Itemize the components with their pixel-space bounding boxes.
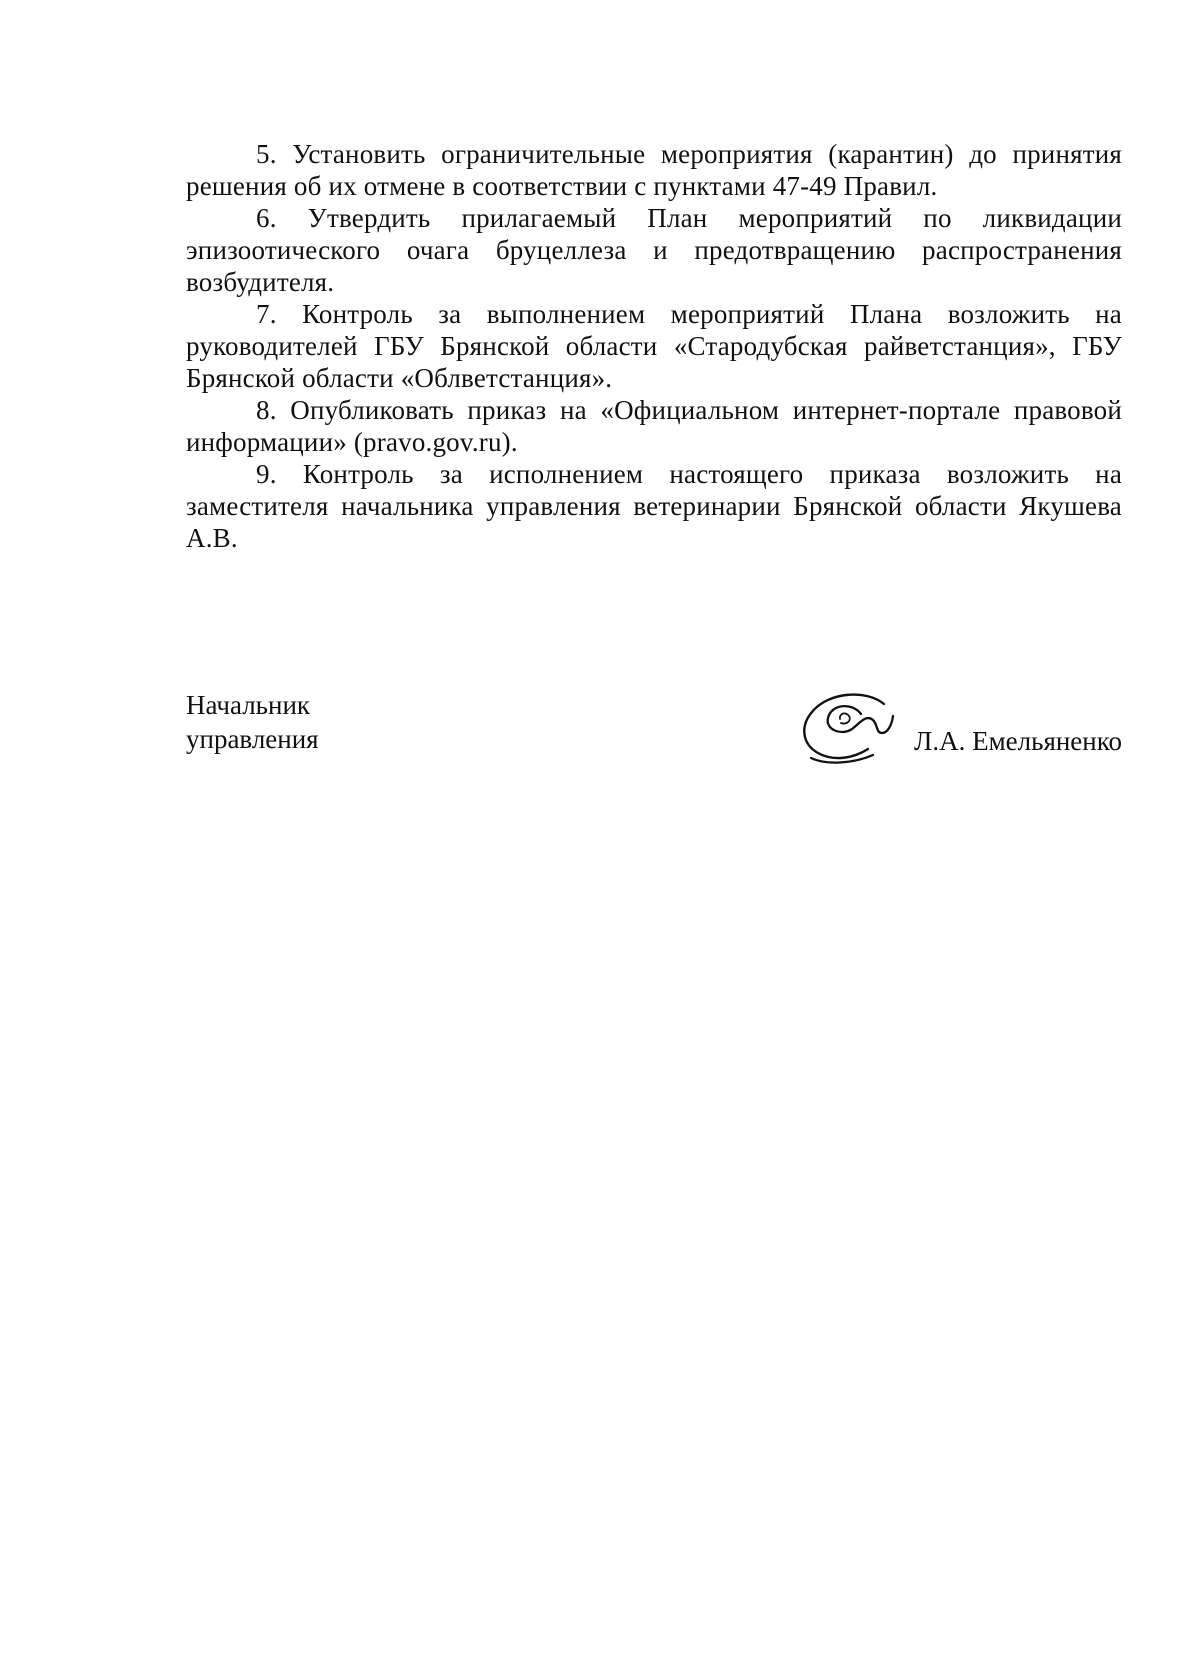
paragraph-8: 8. Опубликовать приказ на «Официальном интернет-портале правовой информации» (pravo.gov.ru). — [186, 395, 1122, 457]
signer-name: Л.А. Емельяненко — [914, 726, 1122, 756]
paragraph-6: 6. Утвердить прилагаемый План мероприятий по ликвидации эпизоотического очага бруцеллеза и предотвращению распространения возбудителя. — [186, 203, 1122, 297]
signer-position-line-2: управления — [186, 724, 319, 754]
signer-position — [186, 688, 319, 756]
document-body — [186, 138, 1122, 554]
signer-position-line-1: Начальник — [186, 690, 311, 720]
handwritten-signature-icon — [794, 686, 910, 772]
paragraph-5: 5. Установить ограничительные мероприятия (карантин) до принятия решения об их отмене в соответствии с пунктами 47-49 Правил. — [186, 139, 1122, 201]
signature-block — [186, 688, 1122, 778]
paragraph-7: 7. Контроль за выполнением мероприятий Плана возложить на руководителей ГБУ Брянской области «Стародубская райветстанция», ГБУ Брянской области «Облветстанция». — [186, 299, 1122, 393]
paragraph-9: 9. Контроль за исполнением настоящего приказа возложить на заместителя начальника управления ветеринарии Брянской области Якушева А.В. — [186, 459, 1122, 553]
